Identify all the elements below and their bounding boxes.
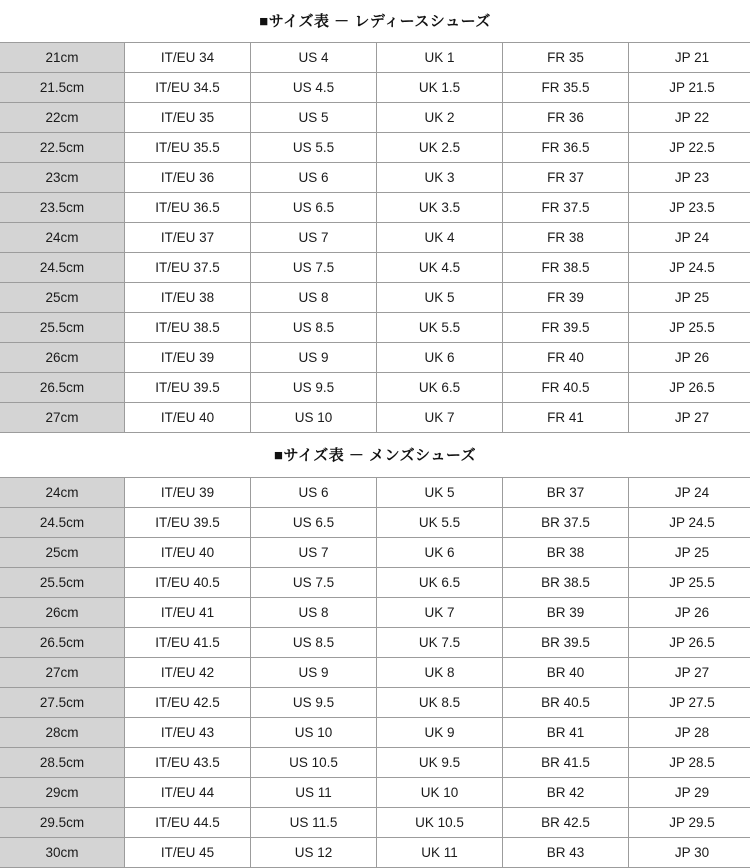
cell-value: UK 3.5 (377, 193, 503, 223)
cell-value: US 5 (251, 103, 377, 133)
cell-value: UK 10 (377, 778, 503, 808)
cell-value: JP 30 (629, 838, 750, 868)
cell-value: US 10 (251, 718, 377, 748)
cell-cm: 24.5cm (0, 508, 125, 538)
cell-value: IT/EU 39 (125, 343, 251, 373)
cell-value: UK 2 (377, 103, 503, 133)
cell-value: JP 25 (629, 283, 750, 313)
cell-value: JP 26 (629, 598, 750, 628)
cell-value: UK 9 (377, 718, 503, 748)
cell-value: US 11 (251, 778, 377, 808)
cell-cm: 25.5cm (0, 313, 125, 343)
table-row (0, 568, 750, 598)
cell-value: JP 27 (629, 658, 750, 688)
cell-value: JP 24.5 (629, 253, 750, 283)
cell-cm: 25cm (0, 283, 125, 313)
cell-value: FR 41 (503, 403, 629, 433)
cell-value: JP 27 (629, 403, 750, 433)
cell-value: JP 29.5 (629, 808, 750, 838)
cell-value: BR 38 (503, 538, 629, 568)
cell-value: JP 24 (629, 223, 750, 253)
cell-value: IT/EU 38.5 (125, 313, 251, 343)
cell-value: BR 40.5 (503, 688, 629, 718)
cell-value: IT/EU 34 (125, 43, 251, 73)
cell-cm: 26.5cm (0, 373, 125, 403)
table-row (0, 718, 750, 748)
cell-value: BR 43 (503, 838, 629, 868)
cell-value: UK 8.5 (377, 688, 503, 718)
cell-value: FR 37.5 (503, 193, 629, 223)
cell-value: BR 42 (503, 778, 629, 808)
table-row (0, 598, 750, 628)
cell-value: IT/EU 42.5 (125, 688, 251, 718)
table-row (0, 73, 750, 103)
cell-cm: 23cm (0, 163, 125, 193)
cell-value: BR 37.5 (503, 508, 629, 538)
table-row (0, 748, 750, 778)
cell-value: JP 24.5 (629, 508, 750, 538)
table-row (0, 103, 750, 133)
cell-value: FR 38 (503, 223, 629, 253)
cell-value: US 11.5 (251, 808, 377, 838)
cell-value: UK 6.5 (377, 373, 503, 403)
cell-value: US 4 (251, 43, 377, 73)
cell-value: IT/EU 36.5 (125, 193, 251, 223)
cell-value: JP 23 (629, 163, 750, 193)
womens-size-chart-title: ■サイズ表 － レディースシューズ (0, 0, 750, 42)
cell-value: BR 37 (503, 478, 629, 508)
cell-value: IT/EU 41 (125, 598, 251, 628)
table-row (0, 373, 750, 403)
cell-value: FR 36 (503, 103, 629, 133)
cell-value: IT/EU 38 (125, 283, 251, 313)
cell-value: IT/EU 36 (125, 163, 251, 193)
cell-value: JP 25.5 (629, 313, 750, 343)
cell-value: IT/EU 45 (125, 838, 251, 868)
cell-value: IT/EU 43 (125, 718, 251, 748)
cell-value: UK 5.5 (377, 508, 503, 538)
cell-value: FR 38.5 (503, 253, 629, 283)
cell-value: FR 40 (503, 343, 629, 373)
cell-value: UK 4.5 (377, 253, 503, 283)
cell-value: US 6.5 (251, 193, 377, 223)
table-row (0, 808, 750, 838)
cell-value: IT/EU 39.5 (125, 508, 251, 538)
cell-value: IT/EU 40 (125, 538, 251, 568)
cell-value: JP 27.5 (629, 688, 750, 718)
cell-value: IT/EU 40 (125, 403, 251, 433)
table-row (0, 628, 750, 658)
cell-cm: 26.5cm (0, 628, 125, 658)
cell-cm: 22cm (0, 103, 125, 133)
cell-cm: 24.5cm (0, 253, 125, 283)
cell-value: FR 40.5 (503, 373, 629, 403)
cell-value: BR 40 (503, 658, 629, 688)
cell-value: UK 7 (377, 598, 503, 628)
cell-value: JP 25.5 (629, 568, 750, 598)
cell-value: US 9 (251, 658, 377, 688)
cell-value: US 12 (251, 838, 377, 868)
cell-value: UK 7 (377, 403, 503, 433)
cell-value: JP 23.5 (629, 193, 750, 223)
cell-value: UK 6 (377, 538, 503, 568)
cell-value: BR 41.5 (503, 748, 629, 778)
cell-value: US 8 (251, 598, 377, 628)
cell-cm: 28.5cm (0, 748, 125, 778)
cell-value: UK 2.5 (377, 133, 503, 163)
cell-value: JP 21 (629, 43, 750, 73)
cell-value: JP 22.5 (629, 133, 750, 163)
cell-value: UK 8 (377, 658, 503, 688)
cell-value: UK 7.5 (377, 628, 503, 658)
table-row (0, 283, 750, 313)
cell-value: US 9.5 (251, 373, 377, 403)
cell-value: JP 21.5 (629, 73, 750, 103)
cell-value: UK 5 (377, 478, 503, 508)
cell-value: US 10 (251, 403, 377, 433)
cell-value: IT/EU 39.5 (125, 373, 251, 403)
cell-value: US 8.5 (251, 628, 377, 658)
cell-value: IT/EU 44 (125, 778, 251, 808)
cell-value: IT/EU 42 (125, 658, 251, 688)
table-row (0, 343, 750, 373)
mens-size-table (0, 477, 750, 868)
cell-value: UK 11 (377, 838, 503, 868)
cell-value: UK 5 (377, 283, 503, 313)
cell-value: UK 5.5 (377, 313, 503, 343)
cell-value: IT/EU 37 (125, 223, 251, 253)
cell-value: UK 1 (377, 43, 503, 73)
cell-value: BR 42.5 (503, 808, 629, 838)
cell-value: IT/EU 35.5 (125, 133, 251, 163)
cell-cm: 23.5cm (0, 193, 125, 223)
table-row (0, 223, 750, 253)
table-row (0, 253, 750, 283)
cell-cm: 29.5cm (0, 808, 125, 838)
cell-cm: 28cm (0, 718, 125, 748)
table-row (0, 778, 750, 808)
cell-cm: 27cm (0, 403, 125, 433)
table-row (0, 508, 750, 538)
table-row (0, 163, 750, 193)
cell-value: JP 28.5 (629, 748, 750, 778)
cell-cm: 27.5cm (0, 688, 125, 718)
table-row (0, 478, 750, 508)
cell-value: US 4.5 (251, 73, 377, 103)
cell-value: UK 6.5 (377, 568, 503, 598)
cell-value: US 7 (251, 538, 377, 568)
table-row (0, 193, 750, 223)
cell-value: UK 9.5 (377, 748, 503, 778)
cell-value: US 6 (251, 478, 377, 508)
cell-value: JP 25 (629, 538, 750, 568)
cell-cm: 24cm (0, 223, 125, 253)
cell-cm: 30cm (0, 838, 125, 868)
womens-size-table-body (0, 43, 750, 433)
cell-value: UK 10.5 (377, 808, 503, 838)
cell-cm: 26cm (0, 598, 125, 628)
cell-value: IT/EU 44.5 (125, 808, 251, 838)
cell-cm: 29cm (0, 778, 125, 808)
cell-value: BR 38.5 (503, 568, 629, 598)
cell-value: IT/EU 39 (125, 478, 251, 508)
table-row (0, 133, 750, 163)
cell-value: US 7.5 (251, 253, 377, 283)
cell-value: IT/EU 40.5 (125, 568, 251, 598)
cell-value: US 7 (251, 223, 377, 253)
cell-value: IT/EU 43.5 (125, 748, 251, 778)
cell-value: US 7.5 (251, 568, 377, 598)
cell-value: IT/EU 35 (125, 103, 251, 133)
table-row (0, 838, 750, 868)
cell-value: UK 1.5 (377, 73, 503, 103)
cell-value: JP 26.5 (629, 628, 750, 658)
cell-value: JP 22 (629, 103, 750, 133)
cell-value: FR 39.5 (503, 313, 629, 343)
cell-value: JP 24 (629, 478, 750, 508)
table-row (0, 43, 750, 73)
cell-value: US 5.5 (251, 133, 377, 163)
cell-value: IT/EU 34.5 (125, 73, 251, 103)
cell-value: BR 39.5 (503, 628, 629, 658)
cell-value: FR 37 (503, 163, 629, 193)
cell-value: US 9.5 (251, 688, 377, 718)
cell-cm: 25.5cm (0, 568, 125, 598)
table-row (0, 403, 750, 433)
cell-value: FR 35 (503, 43, 629, 73)
cell-value: FR 36.5 (503, 133, 629, 163)
cell-value: UK 3 (377, 163, 503, 193)
cell-cm: 26cm (0, 343, 125, 373)
cell-value: JP 28 (629, 718, 750, 748)
cell-cm: 21.5cm (0, 73, 125, 103)
cell-value: JP 26 (629, 343, 750, 373)
table-row (0, 313, 750, 343)
cell-value: UK 6 (377, 343, 503, 373)
cell-cm: 27cm (0, 658, 125, 688)
cell-value: US 6 (251, 163, 377, 193)
cell-value: JP 29 (629, 778, 750, 808)
cell-value: US 8 (251, 283, 377, 313)
cell-cm: 21cm (0, 43, 125, 73)
cell-value: US 9 (251, 343, 377, 373)
cell-value: FR 39 (503, 283, 629, 313)
table-row (0, 658, 750, 688)
cell-value: US 8.5 (251, 313, 377, 343)
mens-size-chart-title: ■サイズ表 － メンズシューズ (0, 433, 750, 477)
cell-cm: 22.5cm (0, 133, 125, 163)
cell-cm: 24cm (0, 478, 125, 508)
mens-size-table-body (0, 478, 750, 868)
cell-value: UK 4 (377, 223, 503, 253)
cell-value: US 10.5 (251, 748, 377, 778)
cell-value: BR 41 (503, 718, 629, 748)
cell-value: US 6.5 (251, 508, 377, 538)
cell-value: IT/EU 37.5 (125, 253, 251, 283)
table-row (0, 538, 750, 568)
cell-value: JP 26.5 (629, 373, 750, 403)
cell-value: BR 39 (503, 598, 629, 628)
table-row (0, 688, 750, 718)
cell-cm: 25cm (0, 538, 125, 568)
womens-size-table (0, 42, 750, 433)
cell-value: IT/EU 41.5 (125, 628, 251, 658)
cell-value: FR 35.5 (503, 73, 629, 103)
